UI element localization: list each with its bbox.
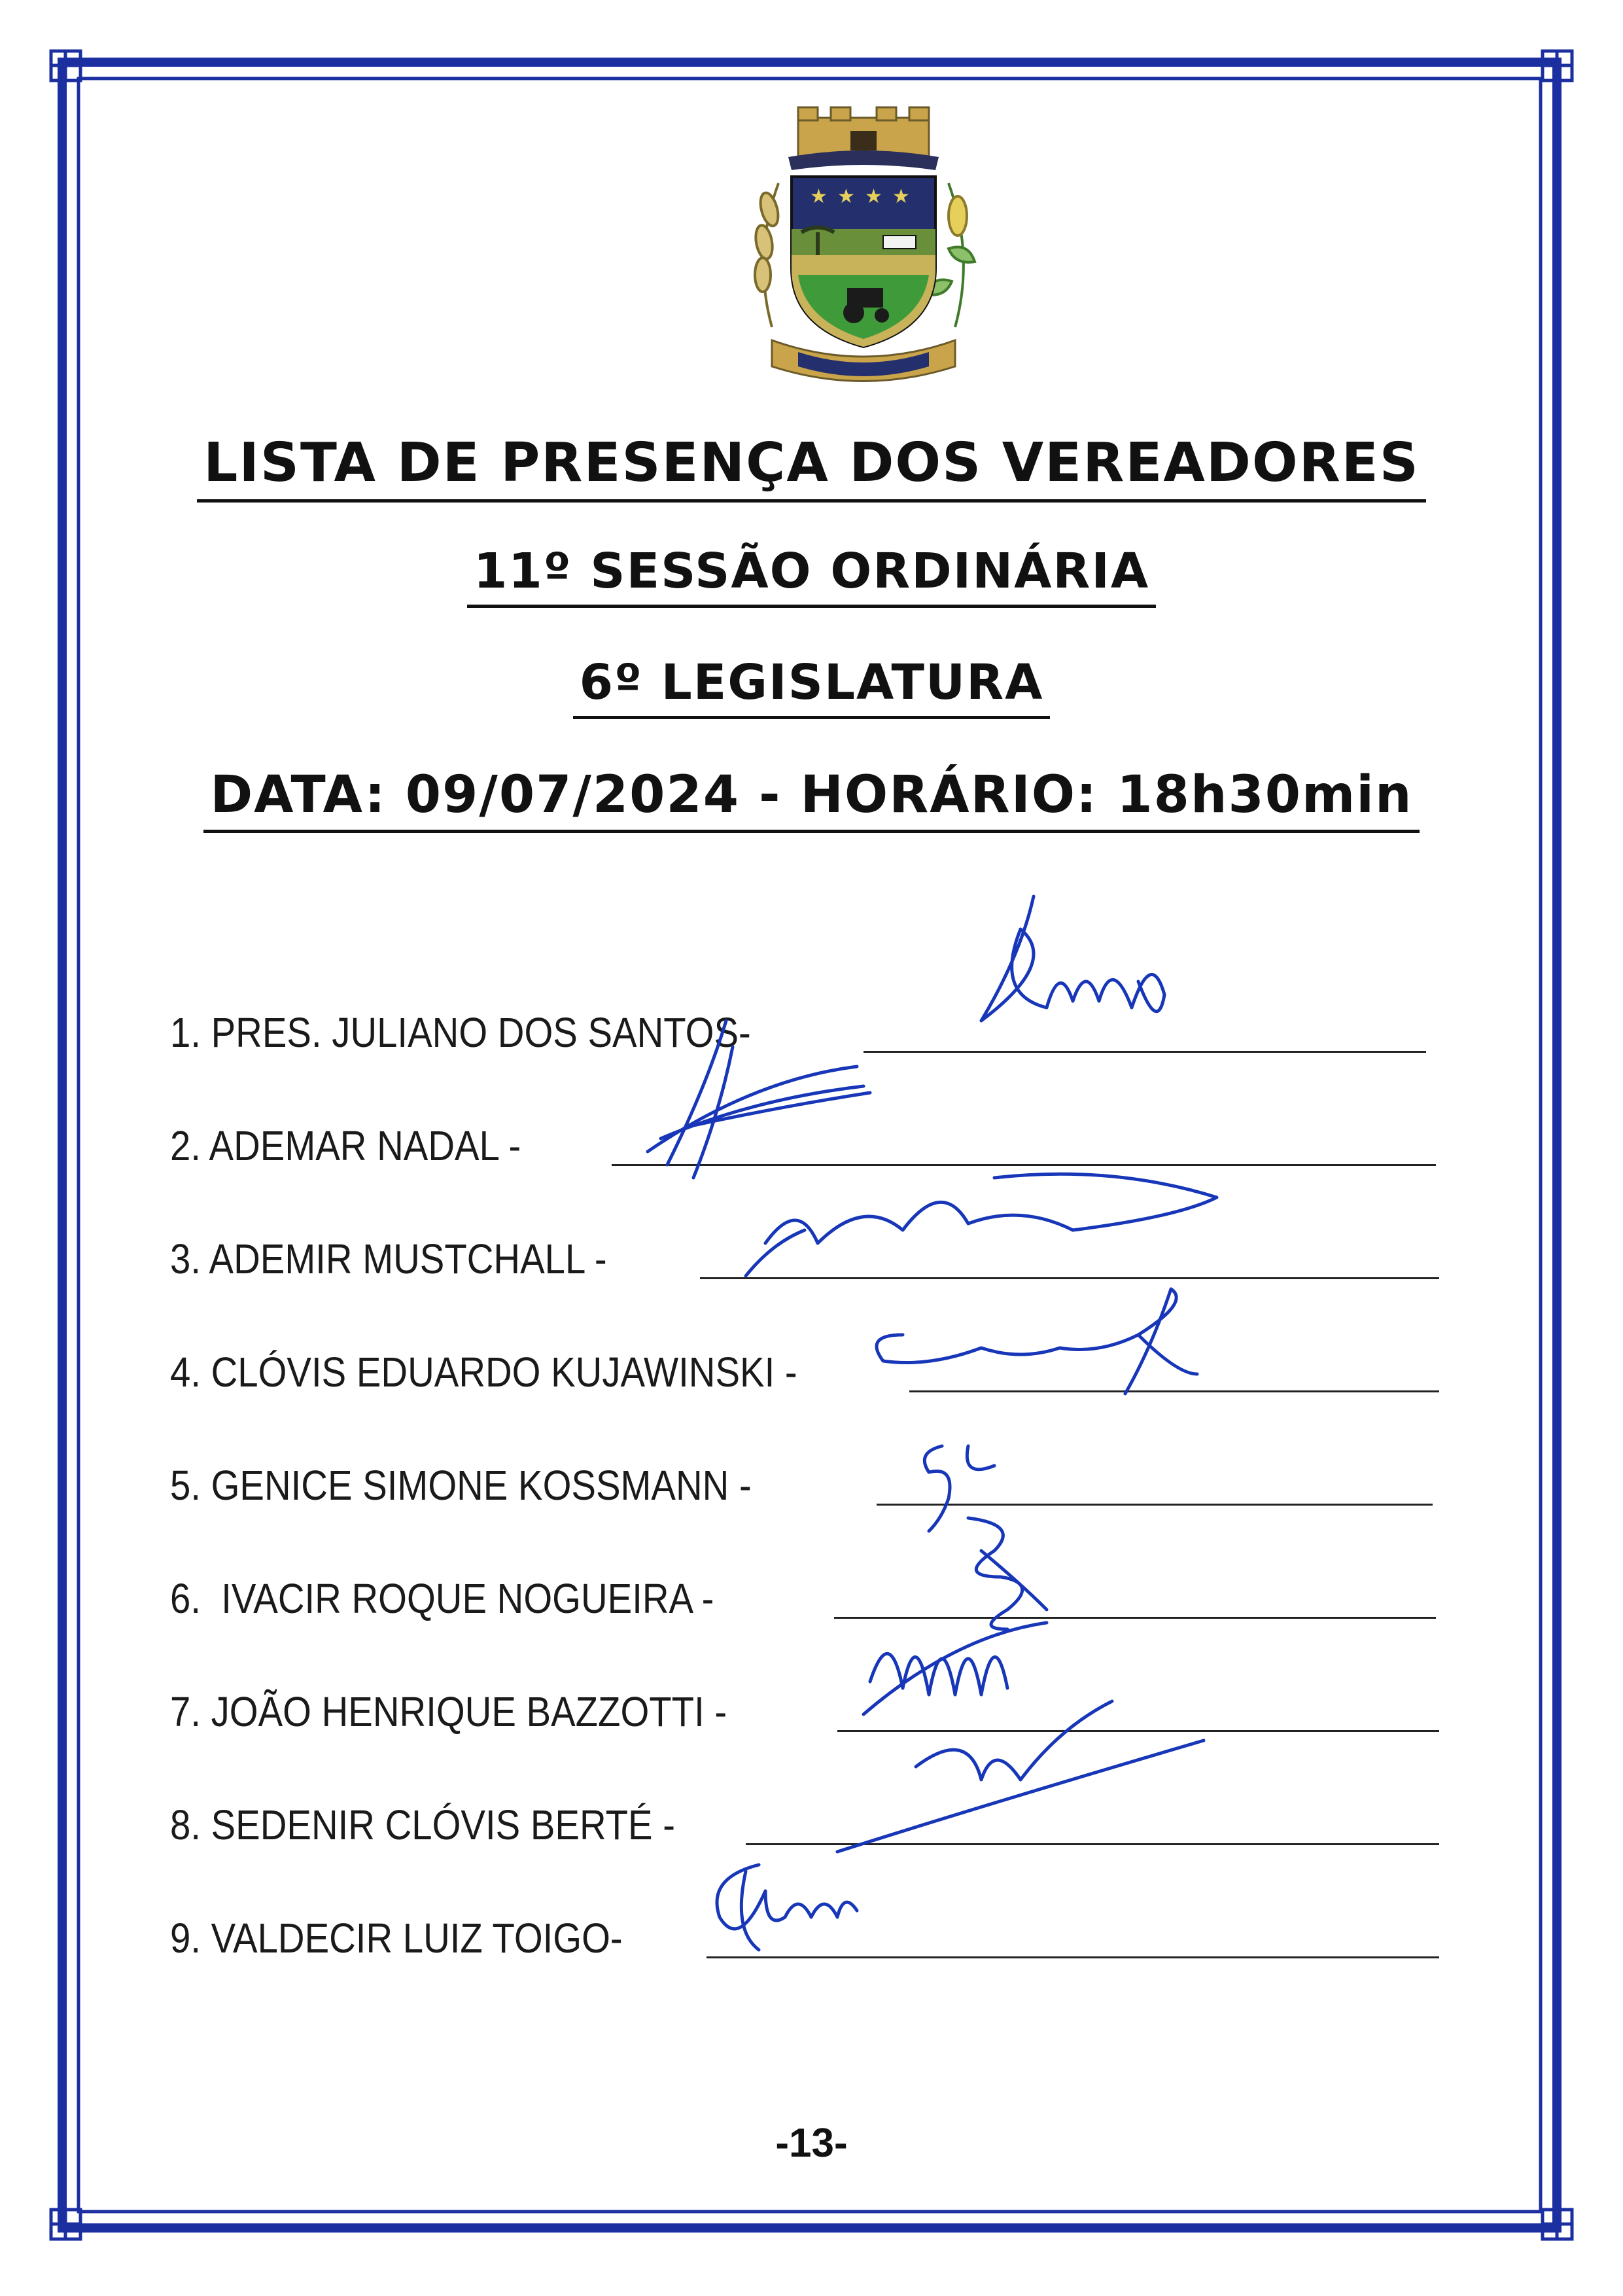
svg-text:★: ★ — [865, 185, 882, 208]
legislature-heading-text: 6º LEGISLATURA — [573, 654, 1051, 719]
attendee-row — [170, 1415, 1426, 1528]
page-number: -13- — [775, 2121, 848, 2166]
attendee-row — [170, 1867, 1426, 1981]
session-heading-text: 11º SESSÃO ORDINÁRIA — [467, 543, 1156, 608]
attendee-label: 9. VALDECIR LUIZ TOIGO- — [170, 1915, 623, 1962]
svg-text:★: ★ — [892, 185, 910, 208]
signature-line — [864, 1051, 1426, 1053]
signature-line — [834, 1617, 1436, 1619]
attendee-label: 8. SEDENIR CLÓVIS BERTÉ - — [170, 1801, 676, 1848]
attendee-label: 4. CLÓVIS EDUARDO KUJAWINSKI - — [170, 1349, 797, 1396]
attendee-row — [170, 1188, 1426, 1301]
document-title-text: LISTA DE PRESENÇA DOS VEREADORES — [197, 432, 1426, 503]
svg-text:★: ★ — [810, 185, 828, 208]
attendee-label: 7. JOÃO HENRIQUE BAZZOTTI - — [170, 1688, 727, 1735]
attendee-row — [170, 962, 1426, 1075]
attendee-label: 2. ADEMAR NADAL - — [170, 1122, 521, 1169]
date-time-heading-text: DATA: 09/07/2024 - HORÁRIO: 18h30min — [203, 766, 1419, 833]
attendee-label: 1. PRES. JULIANO DOS SANTOS- — [170, 1009, 751, 1056]
attendee-row — [170, 1528, 1426, 1641]
attendee-row — [170, 1641, 1426, 1754]
legislature-heading — [0, 654, 1623, 719]
svg-text:★: ★ — [837, 185, 855, 208]
date-time-heading — [0, 766, 1623, 833]
signature-line — [612, 1164, 1436, 1166]
signature-line — [707, 1956, 1439, 1958]
attendee-row — [170, 1075, 1426, 1188]
municipal-coat-of-arms — [726, 105, 1001, 393]
attendance-roster — [170, 962, 1426, 1981]
wheat-ornament — [754, 183, 782, 327]
session-heading — [0, 543, 1623, 608]
signature-line — [700, 1277, 1439, 1279]
mural-crown — [788, 107, 939, 170]
attendee-label: 3. ADEMIR MUSTCHALL - — [170, 1235, 607, 1282]
signature-line — [877, 1504, 1433, 1506]
signature-line — [837, 1730, 1439, 1732]
document-title — [0, 432, 1623, 503]
attendee-row — [170, 1754, 1426, 1867]
attendee-label: 6. IVACIR ROQUE NOGUEIRA - — [170, 1575, 714, 1622]
signature-line — [909, 1390, 1439, 1392]
signature-line — [746, 1843, 1439, 1845]
attendee-row — [170, 1301, 1426, 1415]
shield — [792, 177, 935, 347]
attendee-label: 5. GENICE SIMONE KOSSMANN - — [170, 1462, 752, 1509]
